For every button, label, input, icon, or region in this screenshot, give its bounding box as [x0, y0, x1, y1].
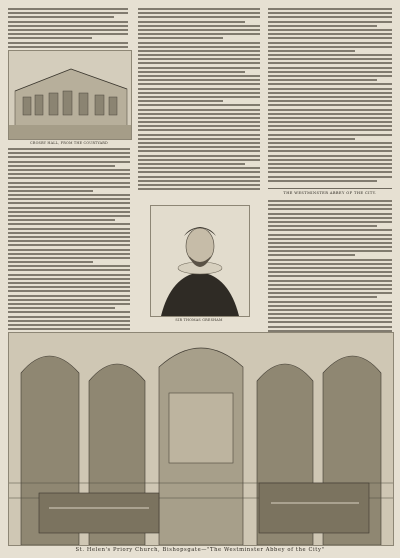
left-column-text-mid: [8, 148, 130, 349]
main-caption: St. Helen's Priory Church, Bishopsgate—"The Westminster Abbey of the City": [75, 547, 325, 553]
section-rule: [268, 188, 392, 189]
right-column-text-top: [268, 8, 392, 184]
section-heading: THE WESTMINSTER ABBEY OF THE CITY.: [283, 191, 377, 195]
figure-1-caption: CROSBY HALL, FROM THE COURTYARD: [30, 141, 108, 145]
gresham-portrait: [150, 205, 250, 317]
crosby-hall-illustration: [8, 50, 132, 140]
figure-2-caption: SIR THOMAS GRESHAM: [175, 318, 223, 322]
church-interior-illustration: [8, 332, 394, 546]
middle-column-text-top: [138, 8, 260, 192]
